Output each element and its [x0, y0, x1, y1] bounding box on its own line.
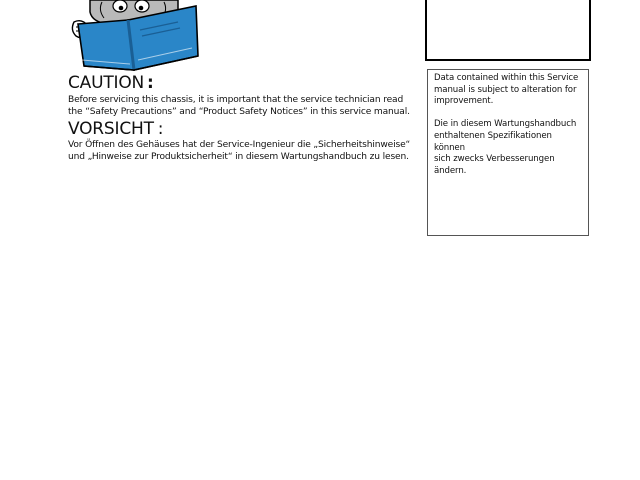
top-frame-box	[425, 0, 591, 61]
vorsicht-text	[68, 139, 410, 163]
reading-technician-icon	[68, 0, 204, 72]
vorsicht-line-1: Vor Öffnen des Gehäuses hat der Service-Ingenieur die „Sicherheitshinweise“	[68, 140, 411, 150]
notice-german-line-4: ändern.	[434, 165, 467, 176]
caution-heading-colon: :	[147, 73, 154, 93]
notice-german-line-2: enthaltenen Spezifikationen können	[434, 130, 552, 153]
notice-english	[434, 73, 582, 108]
notice-english-line-2: manual is subject to alteration for	[434, 84, 577, 95]
notice-english-line-1: Data contained within this Service	[434, 73, 579, 83]
caution-heading-text: CAUTION	[68, 73, 145, 93]
vorsicht-heading	[68, 119, 163, 139]
notice-german-line-1: Die in diesem Wartungshandbuch	[434, 119, 577, 130]
caution-heading	[68, 73, 154, 93]
caution-text	[68, 94, 410, 118]
notice-german-line-3: sich zwecks Verbesserungen	[434, 154, 555, 165]
notice-english-line-3: improvement.	[434, 96, 494, 107]
notice-german	[434, 119, 582, 177]
caution-line-2: the “Safety Precautions” and “Product Safety Notices” in this service manual.	[68, 107, 410, 117]
vorsicht-heading-colon: :	[157, 119, 164, 139]
notice-box	[427, 69, 589, 236]
caution-line-1: Before servicing this chassis, it is important that the service technician read	[68, 95, 404, 105]
vorsicht-heading-text: VORSICHT	[68, 119, 154, 139]
vorsicht-line-2: und „Hinweise zur Produktsicherheit“ in diesem Wartungshandbuch zu lesen.	[68, 152, 409, 162]
